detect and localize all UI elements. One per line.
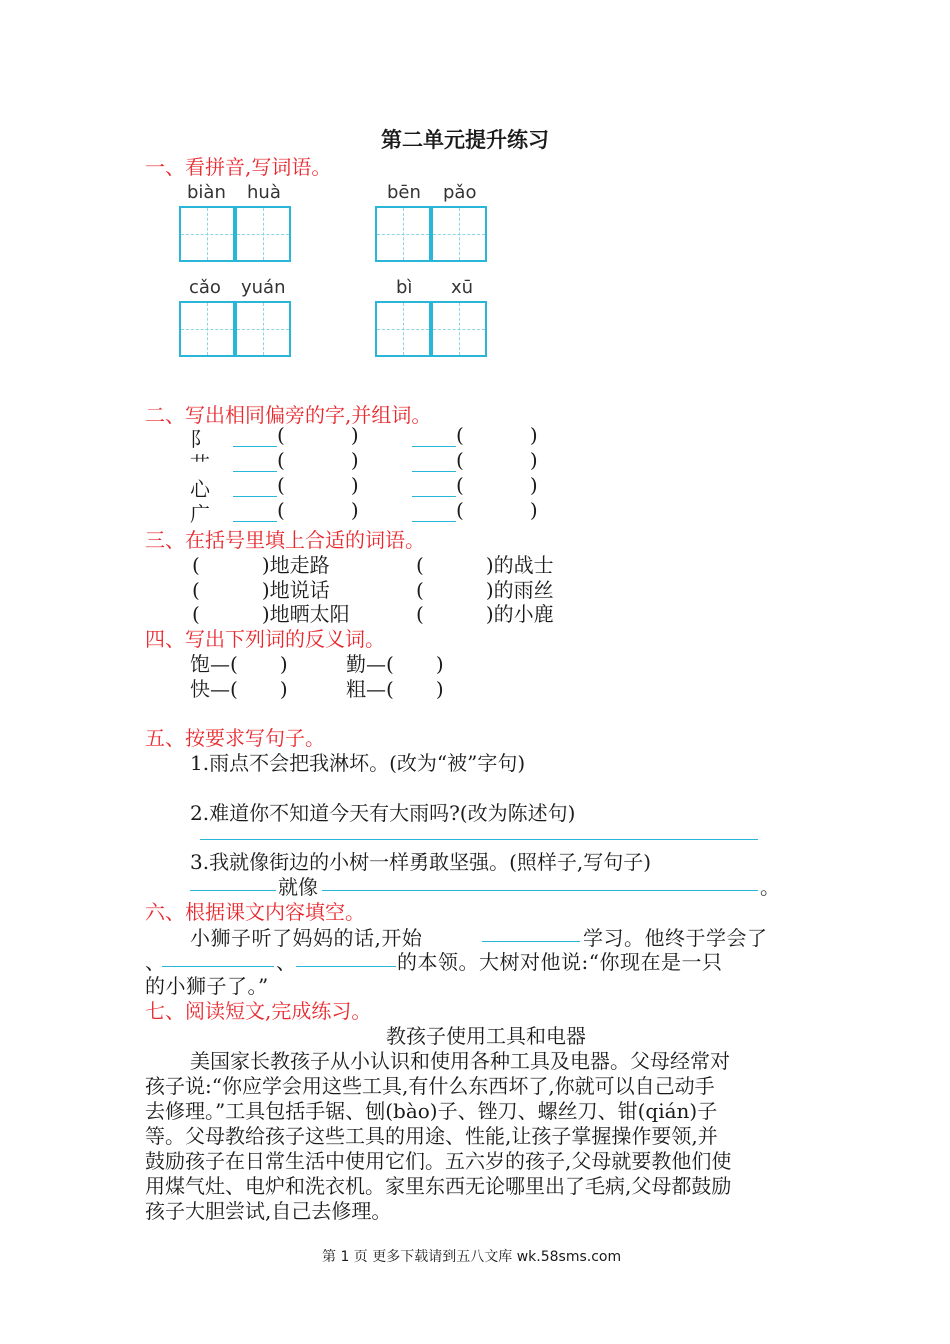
pinyin-4b: xū: [451, 277, 474, 298]
radical-row: [190, 498, 210, 527]
antonym-item: 粗—( ): [346, 677, 444, 701]
fill-item: ( )地走路: [192, 553, 330, 577]
pinyin-2b: pǎo: [443, 182, 477, 203]
fill-paragraph-sep: 、: [145, 950, 166, 974]
answer-blank[interactable]: [233, 501, 277, 522]
fill-paragraph-line: 学习。他终于学会了: [583, 926, 768, 950]
page-footer: 第 1 页 更多下载请到五八文库 wk.58sms.com: [322, 1249, 622, 1265]
answer-blank[interactable]: [233, 451, 277, 472]
answer-blank[interactable]: [233, 426, 277, 447]
antonym-item: 饱—( ): [190, 652, 288, 676]
section-4-heading: 四、写出下列词的反义词。: [145, 627, 385, 651]
tian-box[interactable]: [179, 301, 235, 357]
blank-group: [233, 448, 359, 472]
reading-line: 鼓励孩子在日常生活中使用它们。五六岁的孩子,父母就要教他们使: [145, 1149, 732, 1173]
radical: 阝: [190, 427, 210, 451]
reading-line: 去修理。”工具包括手锯、刨(bào)子、锉刀、螺丝刀、钳(qián)子: [145, 1099, 718, 1123]
blank-group: [233, 498, 359, 522]
answer-blank[interactable]: [412, 426, 456, 447]
answer-blank[interactable]: [412, 451, 456, 472]
sentence-task-3: 3.我就像街边的小树一样勇敢坚强。(照样子,写句子): [190, 850, 652, 874]
antonym-item: 勤—( ): [346, 652, 444, 676]
blank-group: [412, 473, 538, 497]
close-paren: ): [529, 423, 538, 447]
open-paren: (: [456, 498, 464, 522]
answer-line[interactable]: [162, 966, 274, 967]
tian-box[interactable]: [431, 206, 487, 262]
section-7-heading: 七、阅读短文,完成练习。: [145, 999, 372, 1023]
answer-blank[interactable]: [233, 476, 277, 497]
open-paren: (: [456, 448, 464, 472]
close-paren: ): [529, 498, 538, 522]
open-paren: (: [277, 423, 285, 447]
tian-box[interactable]: [235, 301, 291, 357]
blank-group: [233, 423, 359, 447]
fill-paragraph-sep: 、: [276, 950, 297, 974]
close-paren: ): [350, 473, 359, 497]
blank-group: [412, 423, 538, 447]
section-3-heading: 三、在括号里填上合适的词语。: [145, 528, 425, 552]
pinyin-3b: yuán: [241, 277, 286, 298]
fill-paragraph-line: 的本领。大树对他说:“你现在是一只: [397, 950, 723, 974]
fill-paragraph-line: 小狮子听了妈妈的话,开始: [190, 926, 423, 950]
pinyin-3a: cǎo: [189, 277, 221, 298]
radical: 广: [190, 502, 210, 526]
sentence-task-2: 2.难道你不知道今天有大雨吗?(改为陈述句): [190, 801, 576, 825]
fill-paragraph-line: 的小狮子了。”: [145, 974, 269, 998]
blank-group: [412, 498, 538, 522]
sentence-end: 。: [760, 875, 780, 899]
pinyin-1a: biàn: [187, 182, 226, 203]
tian-box[interactable]: [431, 301, 487, 357]
answer-line[interactable]: [190, 890, 276, 891]
close-paren: ): [350, 423, 359, 447]
tian-box[interactable]: [235, 206, 291, 262]
section-1-heading: 一、看拼音,写词语。: [145, 155, 332, 179]
tian-box[interactable]: [375, 206, 431, 262]
close-paren: ): [529, 448, 538, 472]
blank-group: [412, 448, 538, 472]
reading-line: 孩子说:“你应学会用这些工具,有什么东西坏了,你就可以自己动手: [145, 1074, 715, 1098]
fill-item: ( )的战士: [416, 553, 554, 577]
reading-line: 用煤气灶、电炉和洗衣机。家里东西无论哪里出了毛病,父母都鼓励: [145, 1174, 732, 1198]
open-paren: (: [277, 498, 285, 522]
answer-blank[interactable]: [412, 476, 456, 497]
section-2-heading: 二、写出相同偏旁的字,并组词。: [145, 403, 432, 427]
reading-line: 美国家长教孩子从小认识和使用各种工具及电器。父母经常对: [190, 1049, 730, 1073]
blank-group: [233, 473, 359, 497]
antonym-item: 快—( ): [190, 677, 288, 701]
answer-line[interactable]: [482, 941, 580, 942]
sentence-task-1: 1.雨点不会把我淋坏。(改为“被”字句): [190, 751, 526, 775]
answer-line[interactable]: [296, 966, 396, 967]
fill-item: ( )的雨丝: [416, 578, 554, 602]
radical: 心: [190, 477, 210, 501]
open-paren: (: [456, 423, 464, 447]
answer-blank[interactable]: [412, 501, 456, 522]
answer-line[interactable]: [200, 839, 758, 840]
close-paren: ): [350, 498, 359, 522]
close-paren: ): [529, 473, 538, 497]
fill-item: ( )地晒太阳: [192, 602, 350, 626]
reading-line: 等。父母教给孩子这些工具的用途、性能,让孩子掌握操作要领,并: [145, 1124, 718, 1148]
pinyin-1b: huà: [247, 182, 281, 203]
section-5-heading: 五、按要求写句子。: [145, 726, 325, 750]
tian-box[interactable]: [179, 206, 235, 262]
section-6-heading: 六、根据课文内容填空。: [145, 900, 365, 924]
close-paren: ): [350, 448, 359, 472]
open-paren: (: [277, 473, 285, 497]
fill-item: ( )的小鹿: [416, 602, 554, 626]
sentence-connector: 就像: [278, 875, 318, 899]
page-title: 第二单元提升练习: [381, 127, 549, 152]
open-paren: (: [456, 473, 464, 497]
radical: 艹: [190, 452, 210, 476]
reading-line: 孩子大胆尝试,自己去修理。: [145, 1199, 392, 1223]
reading-title: 教孩子使用工具和电器: [386, 1024, 586, 1048]
open-paren: (: [277, 448, 285, 472]
tian-box[interactable]: [375, 301, 431, 357]
pinyin-2a: bēn: [387, 182, 421, 203]
answer-line[interactable]: [322, 890, 758, 891]
pinyin-4a: bì: [396, 277, 413, 298]
fill-item: ( )地说话: [192, 578, 330, 602]
